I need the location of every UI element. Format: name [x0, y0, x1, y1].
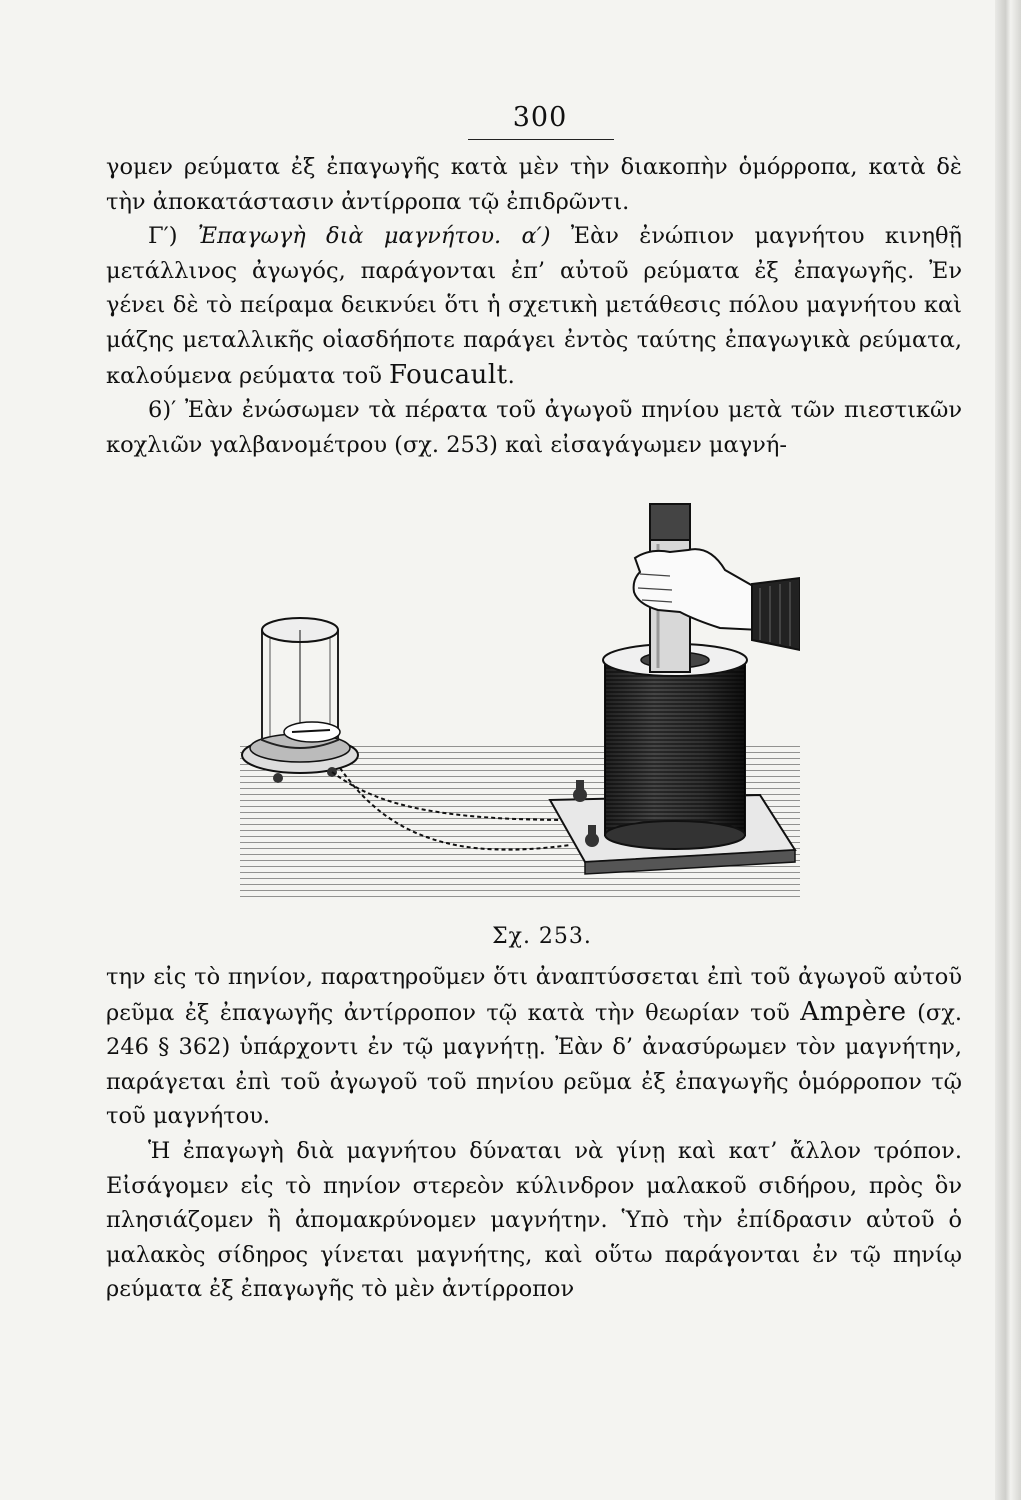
figure-illustration	[240, 500, 800, 900]
page-number: 300	[512, 102, 568, 133]
section-prefix: Γ′)	[148, 223, 198, 250]
paragraph-text: Ἐὰν ἐνώσωμεν τὰ πέρατα τοῦ ἀγωγοῦ πηνίου μετὰ τῶν πιεστικῶν κοχλιῶν γαλβανομέτρου (σχ. 253) καὶ εἰσαγάγωμεν μαγνή-	[106, 397, 962, 458]
galvanometer-icon	[242, 618, 358, 783]
paragraph-text: Ἐὰν ἐνώπιον μαγνήτου κινηθῇ μετάλλινος ἀγωγός, παράγονται ἐπ’ αὐτοῦ ρεύματα ἐξ ἐπαγωγῆς. Ἐν γένει δὲ τὸ πείραμα δεικνύει ὅτι ἡ σχετικὴ μετάθεσις πόλου μαγνήτου καὶ μάζης μεταλλικῆς οἱασδήποτε παράγει ἐντὸς ταύτης ἐπαγωγικὰ ρεύματα, καλούμενα ρεύματα τοῦ	[106, 223, 962, 389]
name-ampere: Ampère	[800, 996, 907, 1027]
paragraph-soft-iron	[106, 1134, 962, 1307]
page-edge	[995, 0, 1021, 1500]
paragraph-text: την εἰς τὸ πηνίον, παρατηροῦμεν ὅτι ἀναπτύσσεται ἐπὶ τοῦ ἀγωγοῦ αὐτοῦ ρεῦμα ἐξ ἐπαγωγῆς ἀντίρροπον τῷ κατὰ τὴν θεωρίαν τοῦ	[106, 964, 962, 1026]
paragraph-text: Ἡ ἐπαγωγὴ διὰ μαγνήτου δύναται νὰ γίνῃ καὶ κατ’ ἄλλον τρόπον. Εἰσάγομεν εἰς τὸ πηνίον στερεὸν κύλινδρον μαλακοῦ σιδήρου, πρὸς ὃν πλησιάζομεν ἢ ἀπομακρύνομεν μαγνήτην. Ὑπὸ τὴν ἐπίδρασιν αὐτοῦ ὁ μαλακὸς σίδηρος γίνεται μαγνήτης, καὶ οὕτω παράγονται ἐν τῷ πηνίῳ ρεύματα ἐξ ἐπαγωγῆς τὸ μὲν ἀντίρροπον	[106, 1137, 962, 1303]
paragraph-text: γομεν ρεύματα ἐξ ἐπαγωγῆς κατὰ μὲν τὴν διακοπὴν ὁμόρροπα, κατὰ δὲ τὴν ἀποκατάστασιν ἀντίρροπα τῷ ἐπιδρῶντι.	[106, 154, 962, 215]
paragraph-ampere	[106, 960, 962, 1134]
paragraph-experiment	[106, 393, 962, 462]
figure-caption: Σχ. 253.	[492, 924, 592, 949]
top-text-block	[106, 150, 962, 462]
paragraph-continuation	[106, 150, 962, 219]
paragraph-text-end: .	[507, 362, 515, 389]
paragraph-text-end: (σχ. 246 § 362) ὑπάρχοντι ἐν τῷ μαγνήτῃ. Ἐὰν δ’ ἀνασύρωμεν τὸν μαγνήτην, παράγεται ἐπὶ τοῦ ἀγωγοῦ τοῦ πηνίου ρεῦμα ἐξ ἐπαγωγῆς ὁμόρροπον τῷ τοῦ μαγνήτου.	[106, 999, 962, 1130]
header-rule	[468, 139, 614, 140]
item-prefix: 6)′	[148, 397, 177, 424]
coil-icon	[603, 644, 747, 849]
name-foucault: Foucault	[389, 359, 508, 390]
section-heading: Ἐπαγωγὴ διὰ μαγνήτου. α′)	[197, 223, 551, 250]
paragraph-magnet-induction	[106, 219, 962, 393]
bottom-text-block	[106, 960, 962, 1307]
